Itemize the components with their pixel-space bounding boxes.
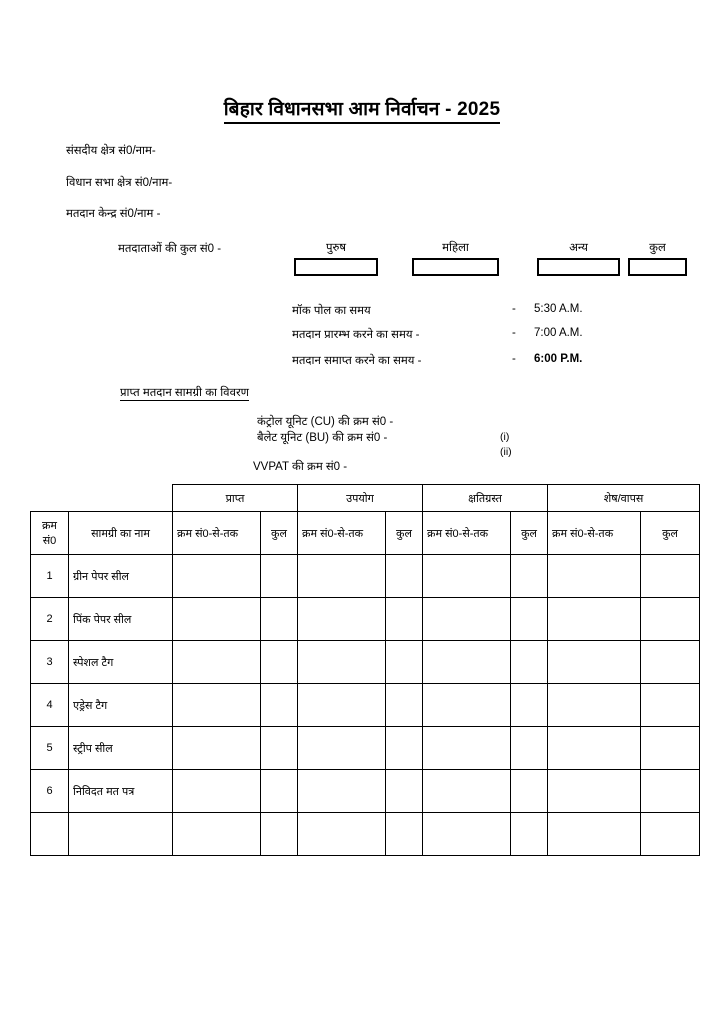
- cell-received-total[interactable]: [261, 641, 298, 684]
- cell-damaged-total[interactable]: [511, 641, 548, 684]
- timing-label-poll-end: मतदान समाप्त करने का समय -: [292, 355, 422, 367]
- row-serial: 6: [31, 770, 69, 813]
- group-header-remaining-returned: शेष/वापस: [548, 485, 700, 512]
- voters-header-male: पुरुष: [325, 242, 347, 254]
- cell-received-total[interactable]: [261, 727, 298, 770]
- timing-separator-mock-poll: -: [512, 303, 516, 315]
- vvpat-serial-field: VVPAT की क्रम सं0 -: [253, 461, 348, 473]
- cell-used-range[interactable]: [298, 770, 386, 813]
- cell-received-range[interactable]: [173, 598, 261, 641]
- cell-received-range[interactable]: [173, 727, 261, 770]
- cell-received-total[interactable]: [261, 598, 298, 641]
- voters-header-total: कुल: [649, 242, 666, 254]
- group-header-spacer-serial: [31, 485, 69, 512]
- materials-section-heading: [120, 385, 249, 400]
- row-serial: 1: [31, 555, 69, 598]
- cell-damaged-total[interactable]: [511, 813, 548, 856]
- cell-received-total[interactable]: [261, 813, 298, 856]
- field-assembly-constituency: विधान सभा क्षेत्र सं0/नाम-: [66, 177, 173, 189]
- cell-remaining-range[interactable]: [548, 813, 641, 856]
- cell-used-range[interactable]: [298, 813, 386, 856]
- table-row: [31, 641, 700, 684]
- table-row: [31, 727, 700, 770]
- cell-used-total[interactable]: [386, 813, 423, 856]
- cell-used-total[interactable]: [386, 770, 423, 813]
- cell-used-total[interactable]: [386, 641, 423, 684]
- row-serial: 4: [31, 684, 69, 727]
- cell-remaining-range[interactable]: [548, 770, 641, 813]
- cell-damaged-range[interactable]: [423, 813, 511, 856]
- cell-used-range[interactable]: [298, 555, 386, 598]
- row-material-name: निविदत मत पत्र: [69, 770, 173, 813]
- row-serial: 2: [31, 598, 69, 641]
- control-unit-serial-field: कंट्रोल यूनिट (CU) की क्रम सं0 -: [257, 416, 394, 428]
- voters-input-total[interactable]: [628, 258, 687, 276]
- table-group-header-row: [31, 485, 700, 512]
- materials-table-body: [31, 555, 700, 856]
- table-row: [31, 684, 700, 727]
- cell-used-total[interactable]: [386, 555, 423, 598]
- voters-input-male[interactable]: [294, 258, 378, 276]
- cell-remaining-total[interactable]: [641, 770, 700, 813]
- cell-damaged-total[interactable]: [511, 727, 548, 770]
- cell-used-total[interactable]: [386, 598, 423, 641]
- ballot-unit-serial-field: बैलेट यूनिट (BU) की क्रम सं0 -: [257, 432, 388, 444]
- table-row: [31, 770, 700, 813]
- field-polling-station: मतदान केन्द्र सं0/नाम -: [66, 208, 161, 220]
- row-material-name: ग्रीन पेपर सील: [69, 555, 173, 598]
- cell-remaining-range[interactable]: [548, 727, 641, 770]
- cell-damaged-range[interactable]: [423, 727, 511, 770]
- cell-damaged-range[interactable]: [423, 770, 511, 813]
- table-sub-header-row: [31, 512, 700, 555]
- field-parliamentary-constituency: संसदीय क्षेत्र सं0/नाम-: [66, 145, 156, 157]
- page-title: [0, 95, 724, 121]
- row-material-name[interactable]: [69, 813, 173, 856]
- ballot-unit-marker-i: (i): [500, 431, 510, 443]
- cell-received-range[interactable]: [173, 684, 261, 727]
- table-row: [31, 555, 700, 598]
- row-serial: 5: [31, 727, 69, 770]
- sub-header-material-name: सामग्री का नाम: [69, 512, 173, 555]
- sub-header-used-range: क्रम सं0-से-तक: [298, 512, 386, 555]
- timing-separator-poll-end: -: [512, 353, 516, 365]
- table-row: [31, 598, 700, 641]
- cell-damaged-range[interactable]: [423, 684, 511, 727]
- cell-damaged-range[interactable]: [423, 555, 511, 598]
- row-material-name: पिंक पेपर सील: [69, 598, 173, 641]
- sub-header-damaged-range: क्रम सं0-से-तक: [423, 512, 511, 555]
- page-title-text: बिहार विधानसभा आम निर्वाचन - 2025: [224, 99, 500, 124]
- timing-label-poll-start: मतदान प्रारम्भ करने का समय -: [292, 329, 420, 341]
- voters-input-female[interactable]: [412, 258, 499, 276]
- voters-input-other[interactable]: [537, 258, 620, 276]
- sub-header-used-total: कुल: [386, 512, 423, 555]
- cell-used-total[interactable]: [386, 727, 423, 770]
- table-row: [31, 813, 700, 856]
- materials-section-heading-text: प्राप्त मतदान सामग्री का विवरण: [120, 387, 249, 399]
- timing-value-poll-start: 7:00 A.M.: [534, 327, 583, 339]
- materials-table: [30, 484, 700, 856]
- ballot-unit-marker-ii: (ii): [500, 446, 512, 458]
- cell-damaged-range[interactable]: [423, 641, 511, 684]
- cell-received-range[interactable]: [173, 770, 261, 813]
- group-header-used: उपयोग: [298, 485, 423, 512]
- cell-remaining-total[interactable]: [641, 555, 700, 598]
- cell-used-range[interactable]: [298, 641, 386, 684]
- cell-remaining-total[interactable]: [641, 684, 700, 727]
- cell-used-total[interactable]: [386, 684, 423, 727]
- cell-used-range[interactable]: [298, 684, 386, 727]
- cell-damaged-total[interactable]: [511, 555, 548, 598]
- row-serial[interactable]: [31, 813, 69, 856]
- cell-remaining-total[interactable]: [641, 813, 700, 856]
- group-header-received: प्राप्त: [173, 485, 298, 512]
- cell-remaining-total[interactable]: [641, 598, 700, 641]
- voters-total-label: मतदाताओं की कुल सं0 -: [118, 243, 222, 255]
- cell-received-range[interactable]: [173, 813, 261, 856]
- row-material-name: एड्रेस टैग: [69, 684, 173, 727]
- cell-received-total[interactable]: [261, 555, 298, 598]
- row-serial: 3: [31, 641, 69, 684]
- sub-header-received-total: कुल: [261, 512, 298, 555]
- cell-damaged-total[interactable]: [511, 770, 548, 813]
- sub-header-damaged-total: कुल: [511, 512, 548, 555]
- cell-remaining-range[interactable]: [548, 598, 641, 641]
- group-header-damaged: क्षतिग्रस्त: [423, 485, 548, 512]
- cell-used-range[interactable]: [298, 727, 386, 770]
- cell-remaining-range[interactable]: [548, 684, 641, 727]
- cell-received-range[interactable]: [173, 555, 261, 598]
- sub-header-remaining-total: कुल: [641, 512, 700, 555]
- timing-value-poll-end: 6:00 P.M.: [534, 353, 583, 365]
- group-header-spacer-name: [69, 485, 173, 512]
- cell-damaged-total[interactable]: [511, 598, 548, 641]
- timing-separator-poll-start: -: [512, 327, 516, 339]
- cell-damaged-total[interactable]: [511, 684, 548, 727]
- sub-header-serial: क्रम सं0: [31, 512, 69, 555]
- cell-received-total[interactable]: [261, 770, 298, 813]
- sub-header-received-range: क्रम सं0-से-तक: [173, 512, 261, 555]
- voters-header-female: महिला: [442, 242, 469, 254]
- timing-value-mock-poll: 5:30 A.M.: [534, 303, 583, 315]
- cell-received-total[interactable]: [261, 684, 298, 727]
- row-material-name: स्ट्रीप सील: [69, 727, 173, 770]
- cell-received-range[interactable]: [173, 641, 261, 684]
- cell-remaining-range[interactable]: [548, 641, 641, 684]
- timing-label-mock-poll: मॉक पोल का समय: [292, 305, 371, 317]
- row-material-name: स्पेशल टैग: [69, 641, 173, 684]
- cell-used-range[interactable]: [298, 598, 386, 641]
- sub-header-remaining-range: क्रम सं0-से-तक: [548, 512, 641, 555]
- cell-remaining-total[interactable]: [641, 727, 700, 770]
- cell-damaged-range[interactable]: [423, 598, 511, 641]
- voters-header-other: अन्य: [569, 242, 588, 254]
- cell-remaining-range[interactable]: [548, 555, 641, 598]
- cell-remaining-total[interactable]: [641, 641, 700, 684]
